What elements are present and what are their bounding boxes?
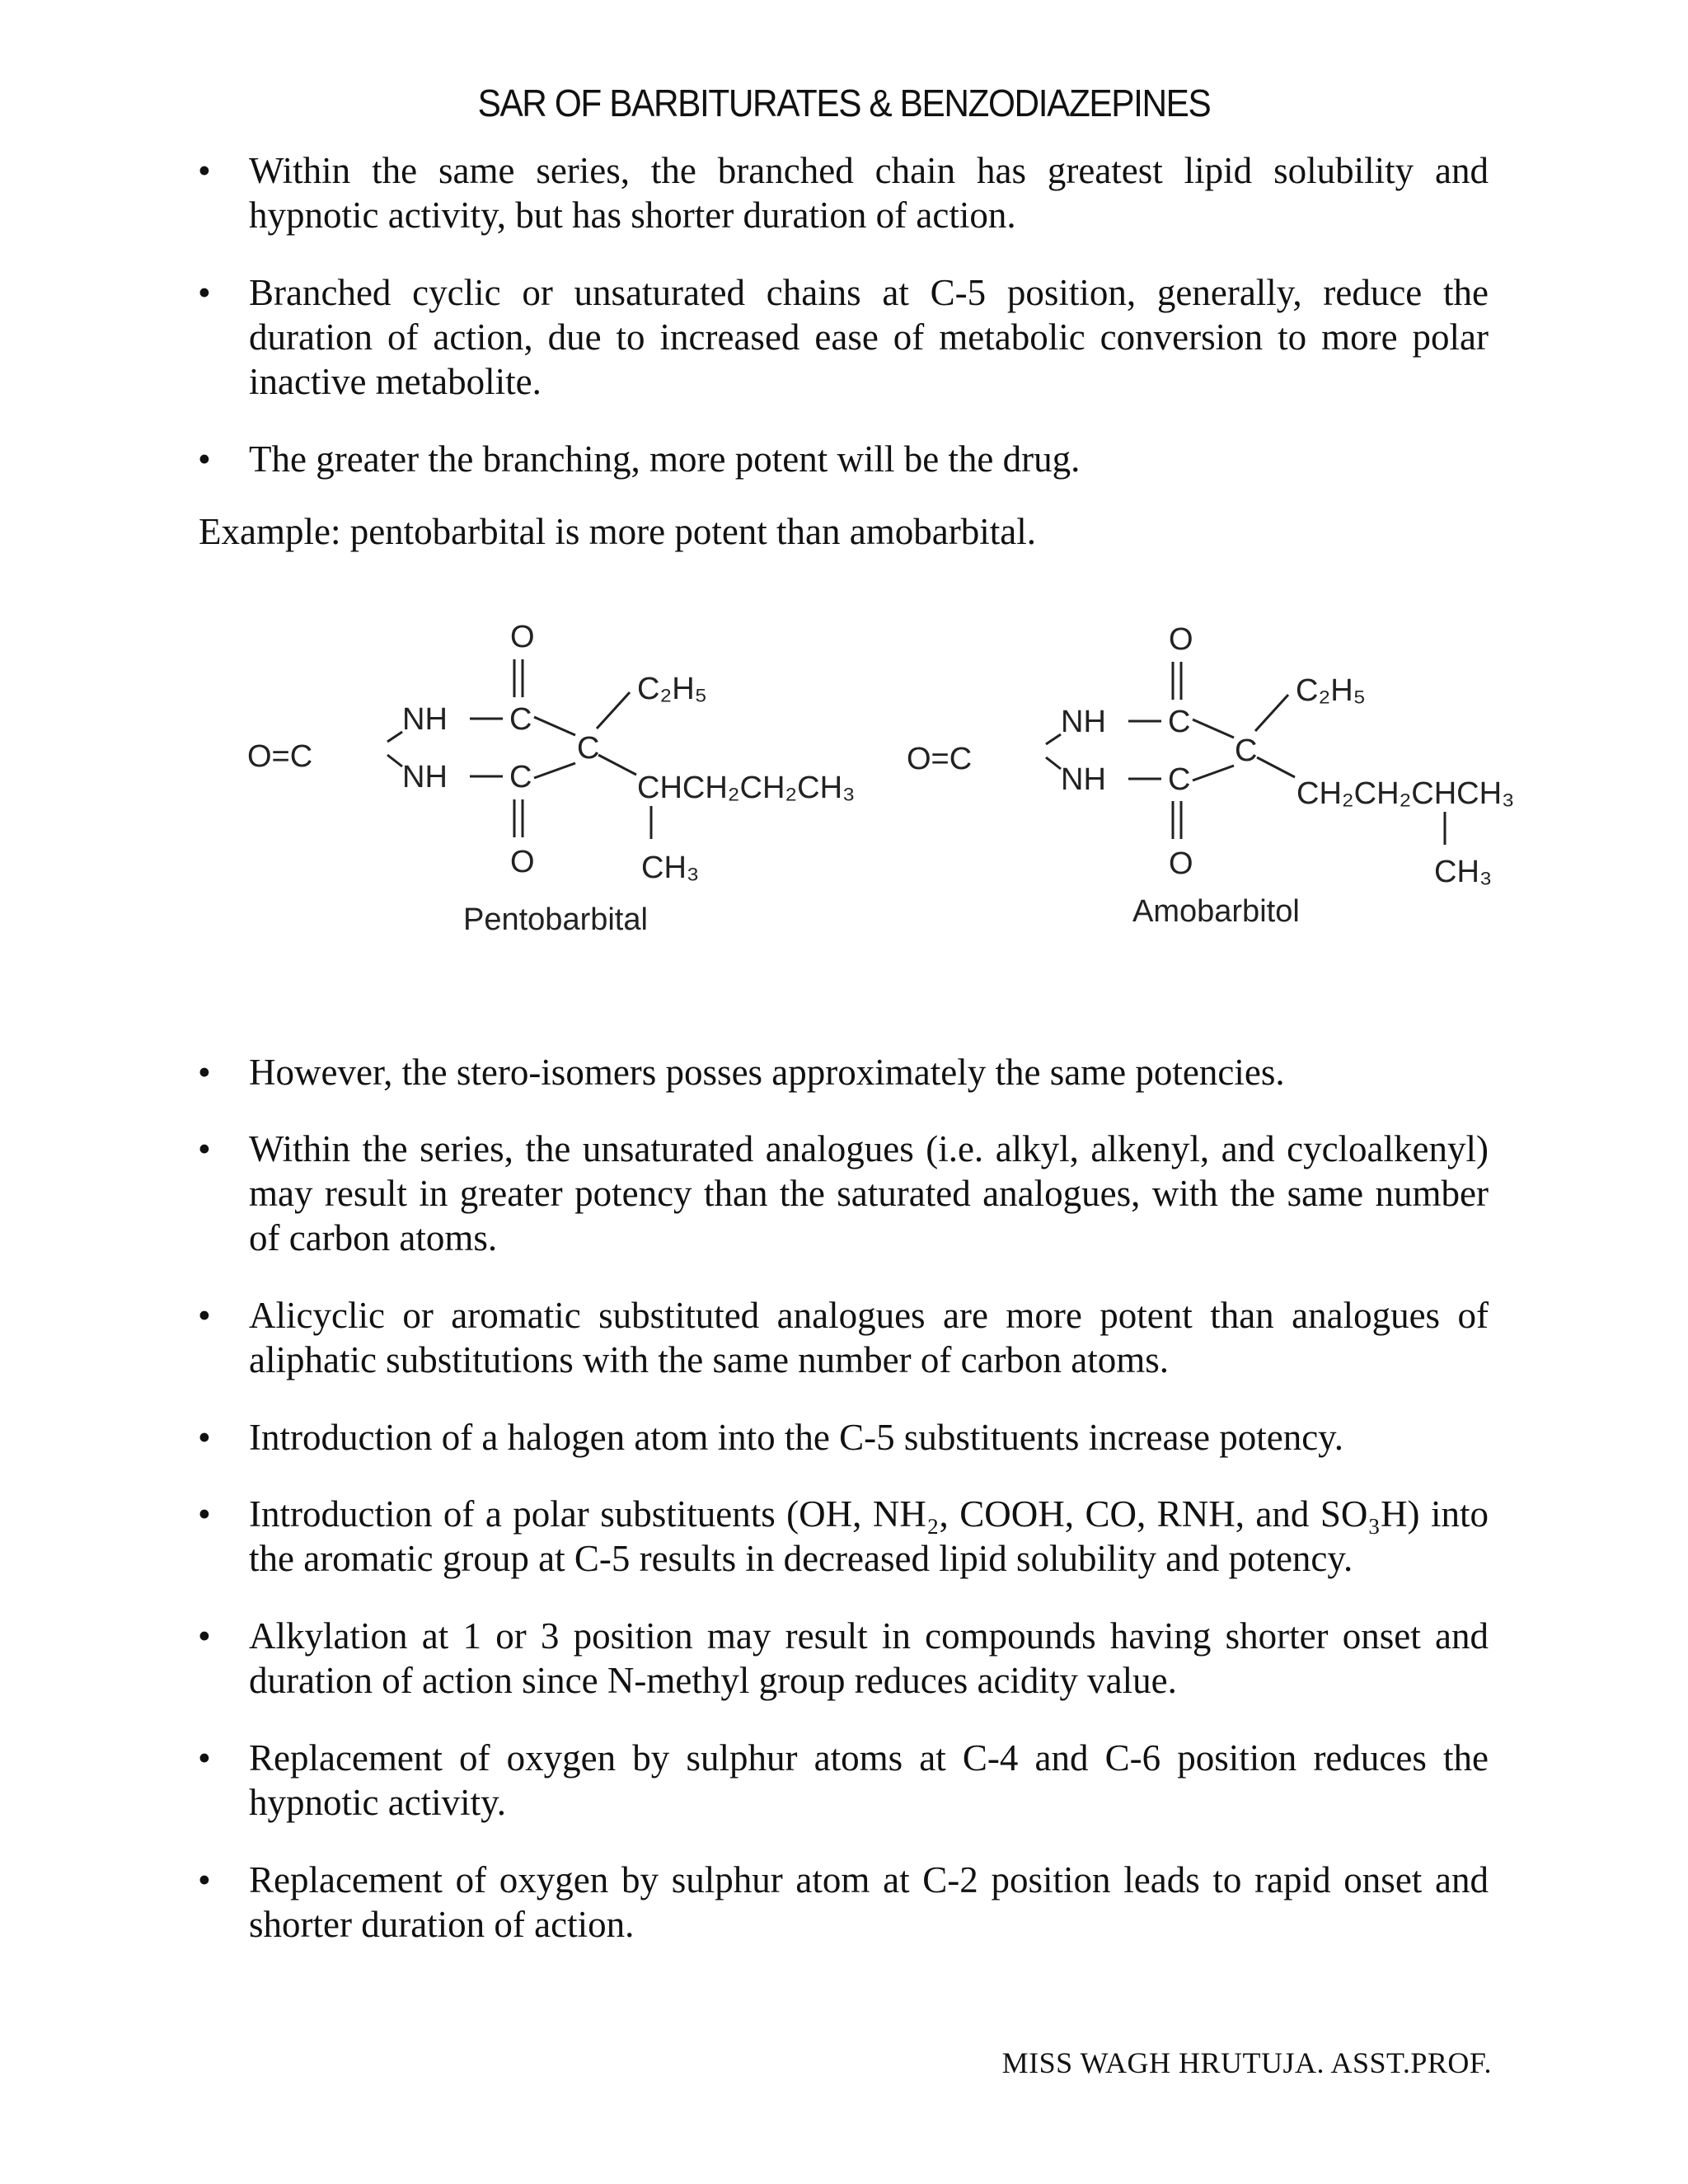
bond — [534, 717, 575, 735]
amobarbitol-structure — [907, 622, 1515, 929]
carbon-atom: C — [1168, 762, 1191, 797]
nh-group: NH — [1061, 705, 1106, 739]
nh-group: NH — [1061, 762, 1106, 797]
compound-name: Pentobarbital — [463, 902, 648, 937]
carbon-atom: C — [1168, 705, 1191, 739]
carbon-atom: C — [509, 760, 532, 794]
structures-svg — [0, 593, 1688, 956]
bullet-text: The greater the branching, more potent will be the drug. — [249, 438, 1081, 480]
bullet-dot: • — [198, 1128, 211, 1169]
bond — [1193, 719, 1234, 738]
bullet-text: Introduction of a polar substituents (OH, NH₂, COOH, CO, RNH, and SO₃H) into the aromatic group at C-5 results in decreased lipid solubility and potency. — [249, 1493, 1489, 1579]
carbon-atom: C — [509, 702, 532, 737]
bullet-dot: • — [198, 272, 211, 313]
bullet-dot: • — [198, 1295, 211, 1336]
nh-group: NH — [402, 702, 448, 737]
bullet-dot: • — [198, 1052, 211, 1093]
oxygen-atom: O — [1169, 622, 1193, 657]
methyl-branch: CH₃ — [1434, 855, 1493, 889]
bond — [387, 755, 402, 766]
alkyl-chain: CH₂CH₂CHCH₃ — [1296, 776, 1515, 811]
bond — [1046, 734, 1061, 744]
page-title: SAR OF BARBITURATES & BENZODIAZEPINES — [477, 82, 1211, 124]
bullet-dot: • — [198, 1615, 211, 1657]
barbiturate-structures — [0, 593, 1688, 956]
bullet-text: Replacement of oxygen by sulphur atom at C-2 position leads to rapid onset and shorter duration of action. — [249, 1859, 1489, 1945]
bond — [534, 763, 575, 778]
carbonyl-group: O=C — [247, 739, 313, 774]
carbonyl-group: O=C — [907, 742, 973, 776]
example-text: Example: pentobarbital is more potent than amobarbital. — [199, 511, 1036, 552]
bullet-text: However, the stero-isomers posses approximately the same potencies. — [249, 1052, 1285, 1093]
bullet-dot: • — [198, 1737, 211, 1779]
carbon-atom: C — [577, 731, 600, 766]
bullet-dot: • — [198, 1493, 211, 1535]
ethyl-group: C₂H₅ — [1296, 673, 1366, 708]
bond — [1257, 757, 1295, 777]
oxygen-atom: O — [510, 620, 535, 654]
bullet-dot: • — [198, 1417, 211, 1458]
bullet-text: Within the same series, the branched chain has greatest lipid solubility and hypnotic activity, but has shorter duration of action. — [249, 150, 1489, 236]
bond — [387, 732, 402, 742]
bullet-text: Alkylation at 1 or 3 position may result in compounds having shorter onset and duration of action since N-methyl group reduces acidity value. — [249, 1615, 1489, 1701]
bond — [1255, 695, 1288, 731]
pentobarbital-structure — [247, 620, 856, 937]
bond — [598, 755, 636, 775]
bond — [1046, 757, 1061, 769]
oxygen-atom: O — [510, 845, 535, 879]
oxygen-atom: O — [1169, 846, 1193, 881]
alkyl-chain: CHCH₂CH₂CH₃ — [637, 771, 856, 805]
bond — [597, 692, 630, 729]
nh-group: NH — [402, 760, 448, 794]
compound-name: Amobarbitol — [1132, 894, 1300, 929]
bullet-dot: • — [198, 438, 211, 480]
ethyl-group: C₂H₅ — [637, 672, 707, 706]
carbon-atom: C — [1235, 733, 1258, 768]
author-footer: MISS WAGH HRUTUJA. ASST.PROF. — [1001, 2046, 1492, 2079]
bullet-dot: • — [198, 1859, 211, 1900]
bullet-text: Replacement of oxygen by sulphur atoms at C-4 and C-6 position reduces the hypnotic activity. — [249, 1737, 1489, 1823]
methyl-branch: CH₃ — [641, 851, 700, 885]
bullet-text: Branched cyclic or unsaturated chains at C-5 position, generally, reduce the duration of action, due to increased ease of metabolic conversion to more polar inactive metabolite. — [249, 272, 1489, 402]
bond — [1193, 766, 1234, 780]
bullet-text: Introduction of a halogen atom into the C-5 substituents increase potency. — [249, 1417, 1344, 1458]
pentobarbital-bonds — [387, 659, 651, 839]
bullet-text: Alicyclic or aromatic substituted analogues are more potent than analogues of aliphatic substitutions with the same number of carbon atoms. — [249, 1295, 1489, 1380]
bullet-dot: • — [198, 150, 211, 191]
bullet-text: Within the series, the unsaturated analogues (i.e. alkyl, alkenyl, and cycloalkenyl) may result in greater potency than the saturated analogues, with the same number of carbon atoms. — [249, 1128, 1489, 1258]
